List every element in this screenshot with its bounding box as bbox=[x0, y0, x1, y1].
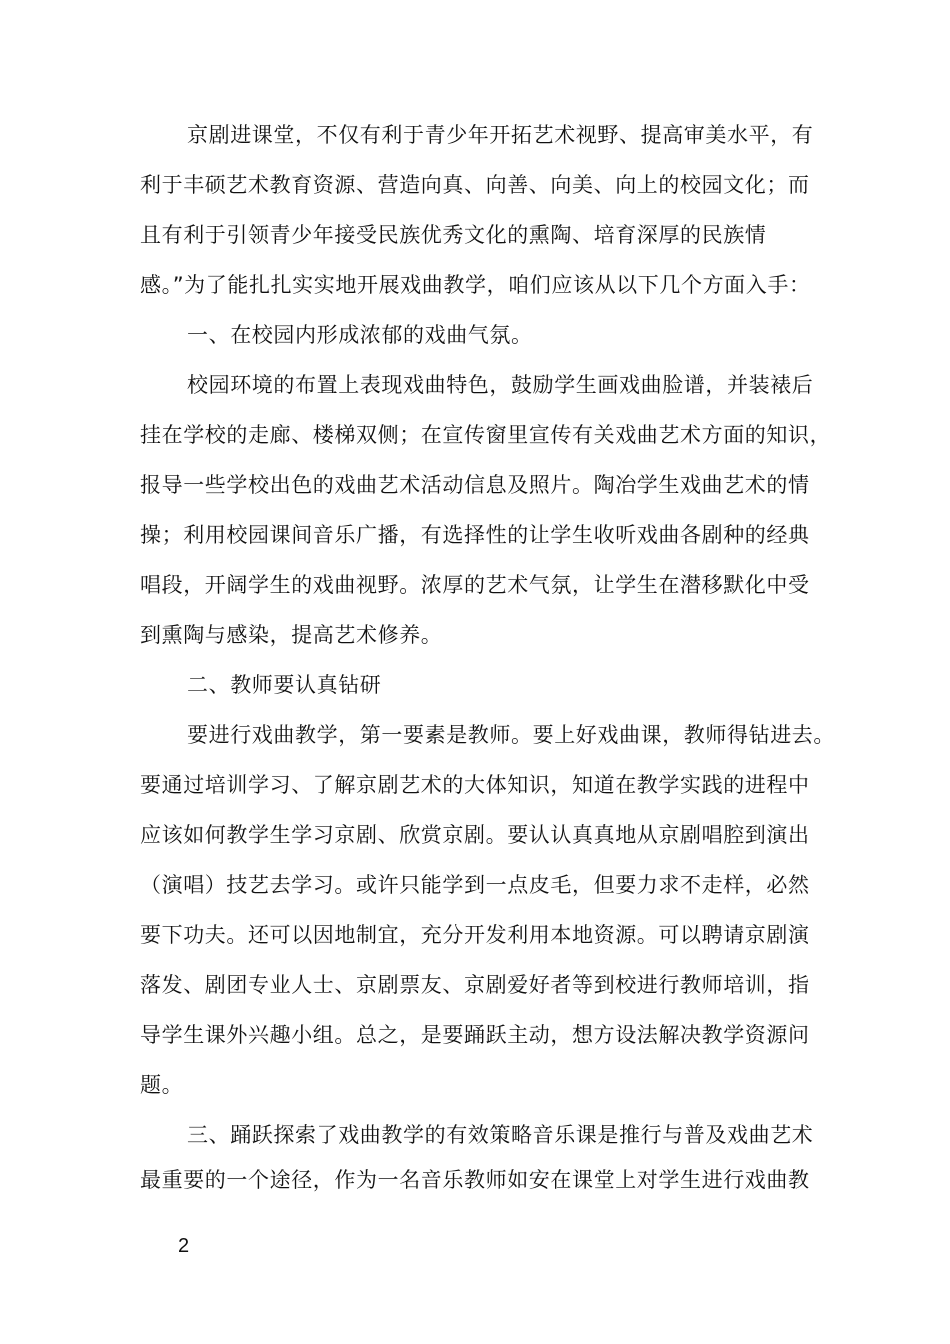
text-line: 最重要的一个途径，作为一名音乐教师如安在课堂上对学生进行戏曲教 bbox=[140, 1168, 810, 1192]
text-line: 报导一些学校出色的戏曲艺术活动信息及照片。陶冶学生戏曲艺术的情 bbox=[140, 473, 810, 497]
text-line: 到熏陶与感染，提高艺术修养。 bbox=[140, 623, 443, 647]
page-number: 2 bbox=[178, 1235, 190, 1257]
text-line: 感。”为了能扎扎实实地开展戏曲教学，咱们应该从以下几个方面入手： bbox=[140, 273, 811, 297]
text-line: 题。 bbox=[140, 1073, 184, 1097]
section-heading: 一、在校园内形成浓郁的戏曲气氛。 bbox=[187, 323, 533, 347]
text-line: 唱段，开阔学生的戏曲视野。浓厚的艺术气氛，让学生在潜移默化中受 bbox=[140, 573, 810, 597]
text-line: （演唱）技艺去学习。或许只能学到一点皮毛，但要力求不走样，必然 bbox=[140, 873, 810, 897]
text-line: 利于丰硕艺术教育资源、营造向真、向善、向美、向上的校园文化；而 bbox=[140, 173, 810, 197]
text-line: 要通过培训学习、了解京剧艺术的大体知识，知道在教学实践的进程中 bbox=[140, 773, 810, 797]
text-line: 京剧进课堂，不仅有利于青少年开拓艺术视野、提高审美水平，有 bbox=[187, 123, 814, 147]
section-heading: 二、教师要认真钻研 bbox=[187, 673, 382, 697]
text-line: 落发、剧团专业人士、京剧票友、京剧爱好者等到校进行教师培训，指 bbox=[140, 973, 810, 997]
text-line: 要下功夫。还可以因地制宜，充分开发利用本地资源。可以聘请京剧演 bbox=[140, 923, 810, 947]
text-line: 要进行戏曲教学，第一要素是教师。要上好戏曲课，教师得钻进去。 bbox=[187, 723, 835, 747]
text-line: 导学生课外兴趣小组。总之，是要踊跃主动，想方设法解决教学资源问 bbox=[140, 1023, 810, 1047]
text-line: 操；利用校园课间音乐广播，有选择性的让学生收听戏曲各剧种的经典 bbox=[140, 523, 810, 547]
text-line: 且有利于引领青少年接受民族优秀文化的熏陶、培育深厚的民族情 bbox=[140, 223, 767, 247]
text-line: 挂在学校的走廊、楼梯双侧；在宣传窗里宣传有关戏曲艺术方面的知识， bbox=[140, 423, 832, 447]
text-line: 应该如何教学生学习京剧、欣赏京剧。要认认真真地从京剧唱腔到演出 bbox=[140, 823, 810, 847]
text-line: 校园环境的布置上表现戏曲特色，鼓励学生画戏曲脸谱，并装裱后 bbox=[187, 373, 814, 397]
section-heading: 三、踊跃探索了戏曲教学的有效策略音乐课是推行与普及戏曲艺术 bbox=[187, 1123, 814, 1147]
